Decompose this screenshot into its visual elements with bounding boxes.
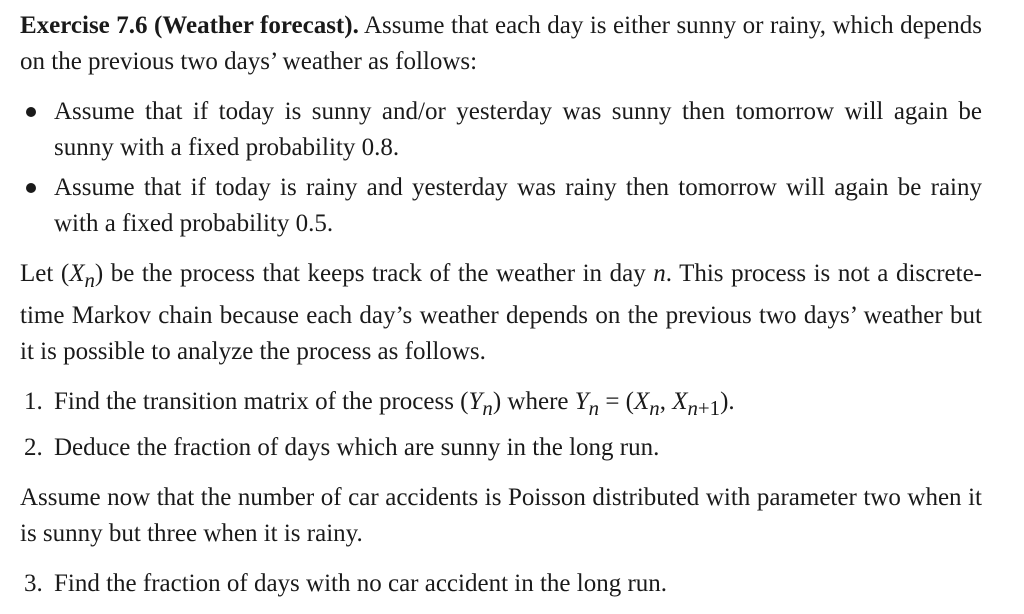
question-number: 3. bbox=[24, 570, 43, 597]
assumption-text: Assume that if today is sunny and/or yesterday was sunny then tomorrow will again be sunny with a fixed probability 0.8. bbox=[54, 98, 982, 161]
list-item bbox=[20, 566, 982, 602]
process-sub: n bbox=[84, 268, 95, 292]
exercise-intro bbox=[20, 8, 982, 80]
process-text-post: . This process is not a discrete-time Markov chain because each day’s weather depends on the previous two days’ weather but it is possible to analyze the process as follows. bbox=[20, 260, 983, 365]
process-text-mid: ) be the process that keeps track of the weather in day bbox=[94, 260, 654, 287]
day-var: n bbox=[653, 260, 666, 287]
bullet-icon bbox=[26, 107, 36, 117]
process-var: X bbox=[69, 260, 85, 287]
accident-paragraph: Assume now that the number of car accidents is Poisson distributed with parameter two when it is sunny but three when it is rainy. bbox=[20, 484, 982, 547]
question-text-post: where bbox=[501, 388, 575, 415]
list-item bbox=[20, 430, 982, 466]
question-list bbox=[20, 384, 982, 466]
question-text: Find the transition matrix of the process $(Y_n)$ where $Y_n = (X_n$, $X_{n+1}$). bbox=[54, 388, 735, 420]
bullet-icon bbox=[26, 183, 36, 193]
question-text: Find the fraction of days with no car accident in the long run. bbox=[54, 570, 668, 597]
question-list-2 bbox=[20, 566, 982, 602]
question-text: Deduce the fraction of days which are sunny in the long run. bbox=[54, 434, 660, 461]
process-text-pre: Let ( bbox=[20, 260, 70, 287]
question-number: 1. bbox=[24, 388, 43, 415]
exercise-title: Exercise 7.6 (Weather forecast). bbox=[20, 12, 359, 39]
assumption-list bbox=[20, 94, 982, 242]
list-item bbox=[20, 384, 982, 426]
exercise-intro-text: Assume that each day is either sunny or rainy, which depends on the previous two days’ weather as follows: bbox=[20, 12, 982, 75]
question-number: 2. bbox=[24, 434, 43, 461]
list-item bbox=[20, 170, 982, 242]
process-paragraph bbox=[20, 256, 982, 370]
list-item bbox=[20, 94, 982, 166]
formula-y: Y bbox=[468, 388, 483, 415]
question-text-pre: Find the transition matrix of the process ( bbox=[54, 388, 469, 415]
exercise-page bbox=[20, 8, 982, 606]
assumption-text: Assume that if today is rainy and yesterday was rainy then tomorrow will again be rainy with a fixed probability 0.5. bbox=[54, 174, 982, 237]
